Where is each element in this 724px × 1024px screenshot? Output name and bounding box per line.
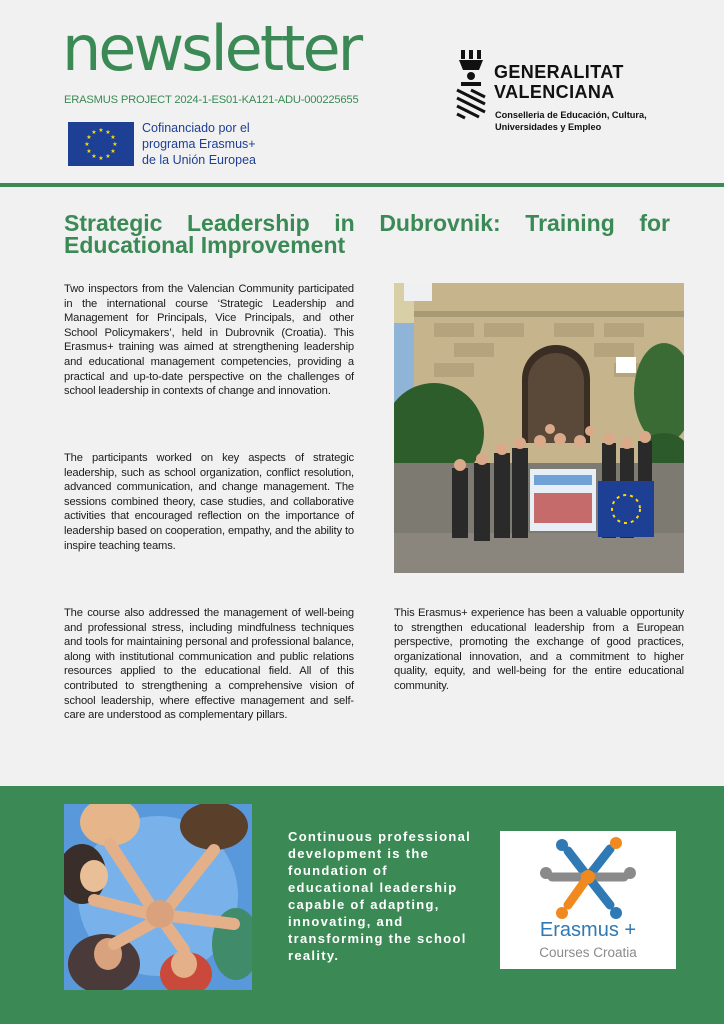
project-code: ERASMUS PROJECT 2024-1-ES01-KA121-ADU-000225655 <box>64 94 359 106</box>
erasmus-logo-subtitle: Courses Croatia <box>539 945 637 960</box>
article-paragraph-2: The participants worked on key aspects of strategic leadership, such as school organization, conflict resolution, advanced communication, and change management. The sessions combined theory, case studies, and collaborative activities that encouraged reflection on the importance of leadership based on cooperation, empathy, and the ability to inspire teaching teams. <box>64 452 354 552</box>
svg-text:★: ★ <box>105 129 111 136</box>
svg-text:★: ★ <box>98 127 104 134</box>
svg-text:★: ★ <box>112 141 118 148</box>
svg-text:★: ★ <box>110 134 116 141</box>
generalitat-name: GENERALITAT VALENCIANA <box>494 62 624 102</box>
article-paragraph-4: This Erasmus+ experience has been a valuable opportunity to strengthen educational leadership from a European perspective, promoting the exchange of good practices, organizational innovation, and a commitment to higher quality, equity, and well-being for the entire educational community. <box>394 607 684 692</box>
article-paragraph-3: The course also addressed the management of well-being and professional stress, including mindfulness techniques and tools for maintaining personal and professional balance, along with institutional communication and public relations resources applied to the educational field. All of this contributed to strengthening a comprehensive vision of school leadership, where effective management and self-care are understood as complementary pillars. <box>64 607 354 722</box>
conselleria-name: Conselleria de Educación, Cultura, Universidades y Empleo <box>495 110 647 132</box>
svg-text:★: ★ <box>84 141 90 148</box>
header <box>0 0 724 186</box>
erasmus-people-logo-icon <box>538 837 638 921</box>
newsletter-title: newsletter <box>62 12 361 85</box>
eu-flag-icon <box>68 122 134 166</box>
erasmus-courses-croatia-logo <box>500 831 676 969</box>
svg-text:★: ★ <box>98 155 104 162</box>
group-photo <box>394 283 684 573</box>
svg-text:★: ★ <box>105 153 111 160</box>
article-paragraph-1: Two inspectors from the Valencian Community participated in the international course ‘Strategic Leadership and Management for Principals, Vice Principals, and other School Policymakers’, held in Dubrovnik (Croatia). This Erasmus+ training was aimed at strengthening leadership and educational management competencies, providing a practical and up-to-date perspective on the challenges of school leadership in contexts of change and innovation. <box>64 283 354 398</box>
generalitat-emblem-icon <box>455 48 489 120</box>
svg-text:★: ★ <box>86 134 92 141</box>
svg-text:★: ★ <box>86 148 92 155</box>
article-headline: Strategic Leadership in Dubrovnik: Training for Educational Improvement <box>64 210 670 258</box>
svg-text:★: ★ <box>91 153 97 160</box>
footer-quote: Continuous professional development is the foundation of educational leadership capable of adapting, innovating, and transforming the school reality. <box>288 829 472 963</box>
erasmus-logo-name: Erasmus + <box>539 919 637 941</box>
svg-text:★: ★ <box>91 129 97 136</box>
svg-text:★: ★ <box>110 148 116 155</box>
header-divider <box>0 183 724 187</box>
eu-cofinanced-text: Cofinanciado por el programa Erasmus+ de la Unión Europea <box>142 121 256 167</box>
team-hands-photo <box>64 804 252 990</box>
